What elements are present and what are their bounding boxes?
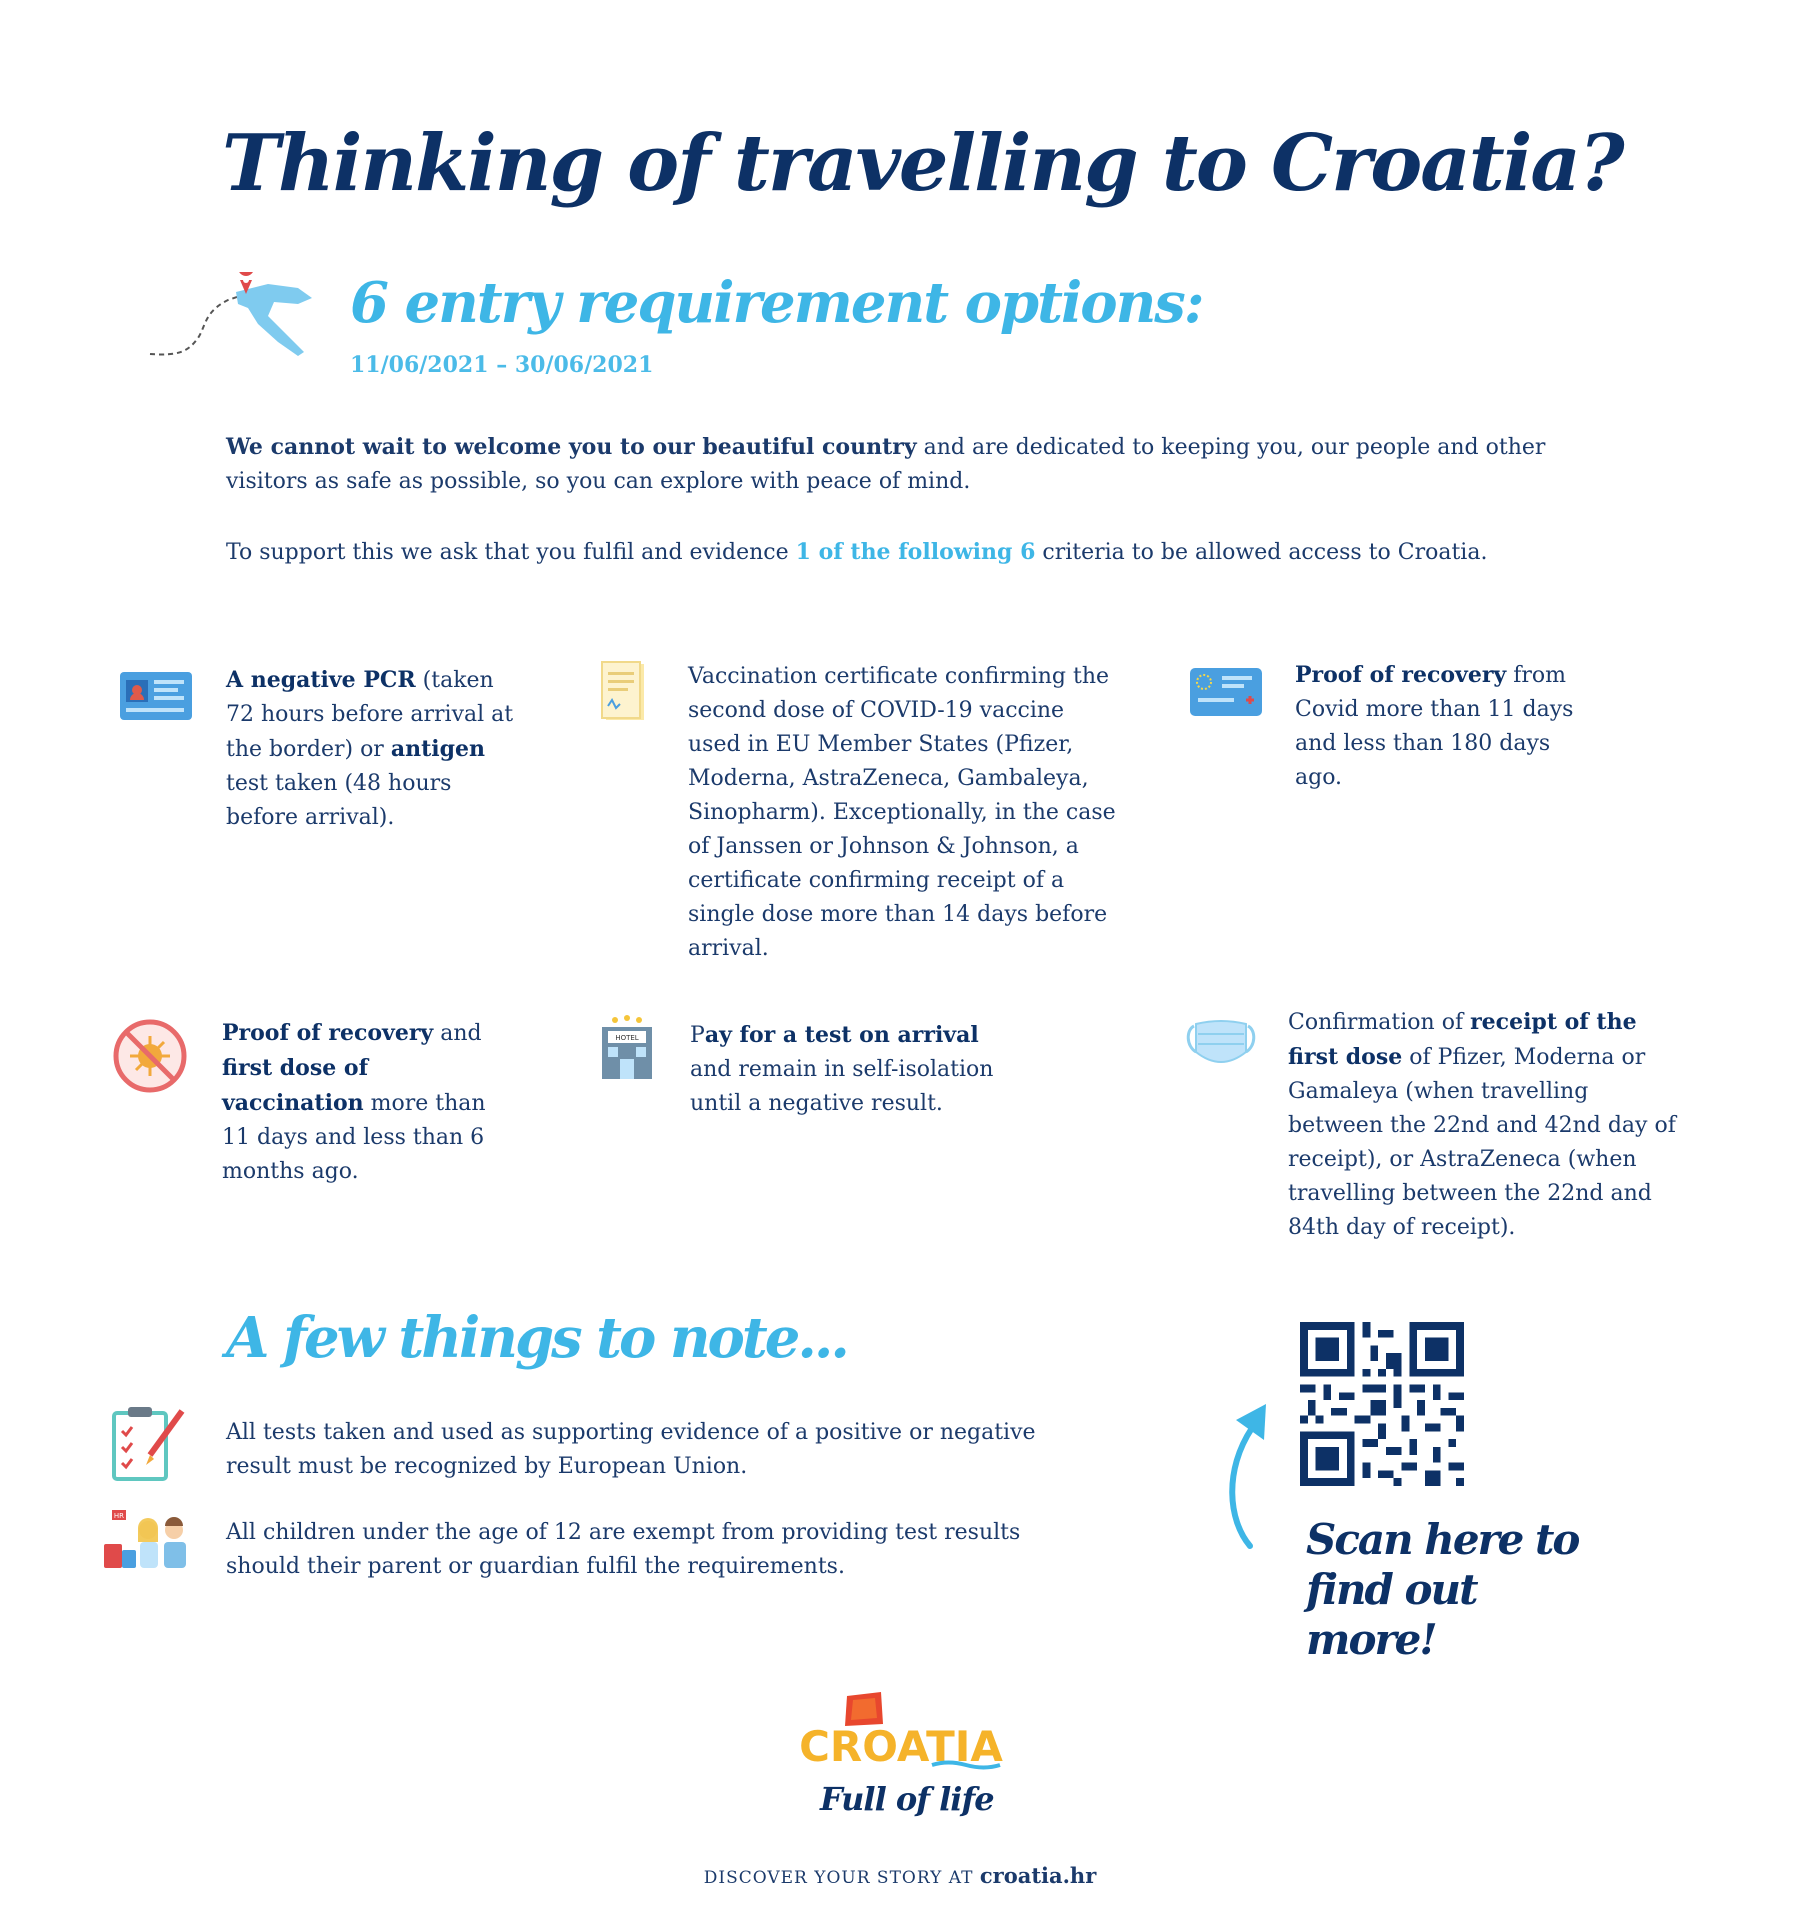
criterion-6 xyxy=(1288,1005,1688,1245)
clipboard-checklist-icon xyxy=(110,1405,188,1483)
intro-p2-start: To support this we ask that you fulfil and evidence xyxy=(226,540,796,565)
hr-tag-text: HR xyxy=(113,1512,125,1520)
c1-text-2: test taken (48 hours before arrival). xyxy=(226,771,452,830)
c6-text-0: Confirmation of xyxy=(1288,1010,1471,1035)
c4-bold-2: first dose of vaccination xyxy=(222,1055,369,1116)
note-2: All children under the age of 12 are exempt from providing test results should their parent or guardian fulfil the requirements. xyxy=(226,1520,1021,1579)
intro-bold: We cannot wait to welcome you to our beautiful country xyxy=(226,434,917,460)
scan-callout xyxy=(1306,1515,1606,1665)
criterion-4 xyxy=(222,1016,512,1189)
eu-card-icon xyxy=(1188,666,1264,718)
virus-crossed-icon xyxy=(112,1018,188,1094)
c3-bold: Proof of recovery xyxy=(1295,662,1507,688)
c1-bold-1: A negative PCR xyxy=(226,667,416,693)
c4-text-2: more than 11 days and less than 6 months ago. xyxy=(222,1091,486,1184)
criterion-3 xyxy=(1295,658,1595,795)
c5-text-1: and remain in self-isolation until a negative result. xyxy=(690,1057,994,1116)
logo-wave-icon xyxy=(930,1760,1002,1770)
section-subtitle: 6 entry requirement options: xyxy=(350,270,1203,336)
c2-text: Vaccination certificate confirming the second dose of COVID-19 vaccine used in EU Member States (Pfizer, Moderna, AstraZeneca, Gambaleya, Sinopharm). Exceptionally, in the case of Janssen or Johnson & Johnson, a certificate confirming receipt of a single dose more than 14 days before arrival. xyxy=(688,664,1116,961)
page-title: Thinking of travelling to Croatia? xyxy=(222,118,1623,209)
intro-p2-accent: 1 of the following 6 xyxy=(795,539,1036,565)
pcr-test-icon xyxy=(116,668,196,724)
hotel-icon xyxy=(598,1015,656,1081)
intro-paragraph-2 xyxy=(226,535,1606,570)
family-travel-icon xyxy=(102,1506,194,1570)
c6-bold: receipt of the first dose xyxy=(1288,1009,1637,1070)
c1-text-1: (taken 72 hours before arrival at the border) or xyxy=(226,668,514,762)
c4-text-1: and xyxy=(433,1021,482,1046)
intro-text xyxy=(226,430,1606,606)
croatia-map-icon xyxy=(148,272,318,372)
c5-bold: ay for a test on arrival xyxy=(704,1022,979,1048)
face-mask-icon xyxy=(1184,1016,1258,1072)
criterion-2 xyxy=(688,660,1118,966)
criterion-1 xyxy=(226,663,516,835)
c3-text: from Covid more than 11 days and less than 180 days ago. xyxy=(1295,663,1574,790)
c5-text-0: P xyxy=(690,1023,705,1048)
intro-rest: and are dedicated to keeping you, our people and other visitors as safe as possible, so you can explore with peace of mind. xyxy=(226,435,1546,494)
date-range: 11/06/2021 – 30/06/2021 xyxy=(350,352,654,378)
certificate-icon xyxy=(600,660,648,724)
notes-title: A few things to note... xyxy=(226,1305,847,1371)
intro-p2-end: criteria to be allowed access to Croatia. xyxy=(1035,540,1488,565)
footer-text: DISCOVER YOUR STORY AT xyxy=(703,1868,980,1888)
footer xyxy=(0,1863,1800,1888)
scan-line-1: Scan here to xyxy=(1306,1515,1579,1564)
c6-text-1: of Pfizer, Moderna or Gamaleya (when travelling between the 22nd and 42nd day of receipt), or AstraZeneca (when travelling between the 22nd and 84th day of receipt). xyxy=(1288,1045,1676,1240)
criterion-5 xyxy=(690,1018,1020,1121)
arrow-up-icon xyxy=(1210,1400,1280,1550)
qr-code[interactable] xyxy=(1300,1322,1464,1486)
footer-link[interactable]: croatia.hr xyxy=(979,1863,1097,1888)
logo-tagline: Full of life xyxy=(820,1780,994,1818)
intro-paragraph-1 xyxy=(226,430,1606,499)
scan-line-2: find out more! xyxy=(1306,1565,1477,1664)
c1-bold-2: antigen xyxy=(390,736,485,762)
c4-bold-1: Proof of recovery xyxy=(222,1020,434,1046)
note-1: All tests taken and used as supporting evidence of a positive or negative result must be recognized by European Union. xyxy=(226,1420,1036,1479)
logo-word: CROATIA xyxy=(799,1722,1003,1771)
hotel-sign-text: HOTEL xyxy=(615,1034,639,1042)
